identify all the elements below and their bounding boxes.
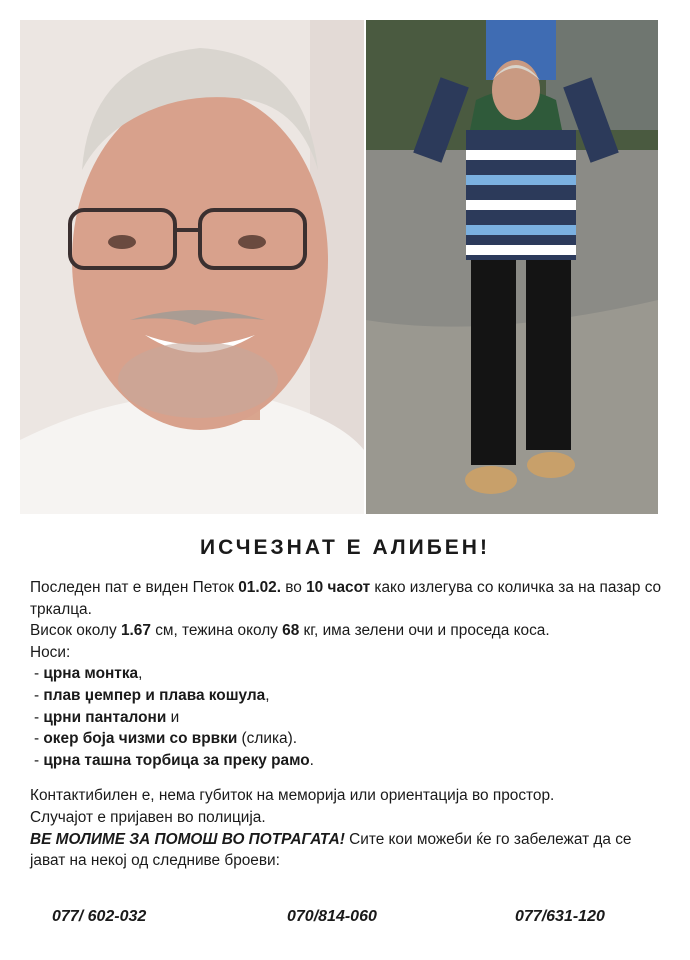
description-rest: кг, има зелени очи и проседа коса. bbox=[299, 622, 550, 640]
portrait-photo bbox=[20, 20, 364, 514]
description bbox=[30, 577, 670, 872]
phone-numbers bbox=[0, 908, 690, 932]
full-body-photo bbox=[366, 20, 658, 514]
height-value: 1.67 bbox=[120, 622, 151, 640]
clothing-item bbox=[34, 728, 670, 750]
last-seen-paragraph bbox=[30, 577, 670, 620]
clothing-suffix: , bbox=[265, 686, 270, 704]
clothing-name: црни панталони bbox=[43, 708, 167, 726]
clothing-suffix: и bbox=[166, 708, 180, 726]
last-seen-time: 10 часот bbox=[306, 579, 371, 596]
clothing-name: плав џемпер и плава кошула bbox=[43, 686, 266, 704]
clothing-item bbox=[34, 685, 670, 707]
wearing-label: Носи: bbox=[30, 643, 71, 661]
physical-description bbox=[30, 620, 670, 642]
clothing-list bbox=[30, 663, 670, 771]
last-seen-text-2: во bbox=[281, 579, 307, 596]
spacer bbox=[30, 771, 670, 785]
portrait-illustration bbox=[20, 20, 364, 514]
clothing-item bbox=[34, 707, 670, 729]
clothing-name: окер боја чизми со врвки bbox=[43, 730, 238, 748]
appeal-text: ВЕ МОЛИМЕ ЗА ПОМОШ ВО ПОТРАГАТА! bbox=[30, 830, 345, 848]
clothing-item bbox=[34, 750, 670, 772]
clothing-prefix: - bbox=[34, 686, 44, 704]
clothing-name: црна монтка bbox=[43, 665, 139, 683]
last-seen-text-1: Последен пат е виден Петок bbox=[30, 579, 239, 596]
last-seen-date: 01.02. bbox=[238, 579, 281, 596]
clothing-prefix: - bbox=[34, 665, 44, 683]
phone-number-2[interactable]: 070/814-060 bbox=[287, 908, 377, 925]
clothing-prefix: - bbox=[34, 751, 44, 769]
clothing-suffix: (слика). bbox=[237, 730, 297, 748]
clothing-prefix: - bbox=[34, 730, 44, 748]
weight-value: 68 bbox=[282, 622, 300, 640]
clothing-prefix: - bbox=[34, 708, 44, 726]
appeal-paragraph bbox=[30, 829, 670, 872]
police-line: Случајот е пријавен во полиција. bbox=[30, 808, 266, 826]
height-label: Висок околу bbox=[30, 622, 121, 640]
contact-line: Контактибилен е, нема губиток на меморија или ориентација во простор. bbox=[30, 787, 555, 805]
clothing-name: црна ташна торбица за преку рамо bbox=[43, 751, 310, 769]
clothing-suffix: . bbox=[309, 751, 314, 769]
clothing-suffix: , bbox=[138, 665, 143, 683]
full-body-illustration bbox=[366, 20, 658, 514]
weight-label: см, тежина околу bbox=[150, 622, 283, 640]
phone-number-3[interactable]: 077/631-120 bbox=[515, 908, 605, 925]
page-title: ИСЧЕЗНАТ Е АЛИБЕН! bbox=[200, 536, 490, 559]
clothing-item bbox=[34, 663, 670, 685]
last-seen-text-3: како излегува со количка за на пазар со тркалца. bbox=[30, 579, 662, 618]
phone-number-1[interactable]: 077/ 602-032 bbox=[52, 908, 147, 925]
appeal-rest: Сите кои можеби ќе го забележат да се јават на некој од следниве броеви: bbox=[30, 830, 632, 870]
